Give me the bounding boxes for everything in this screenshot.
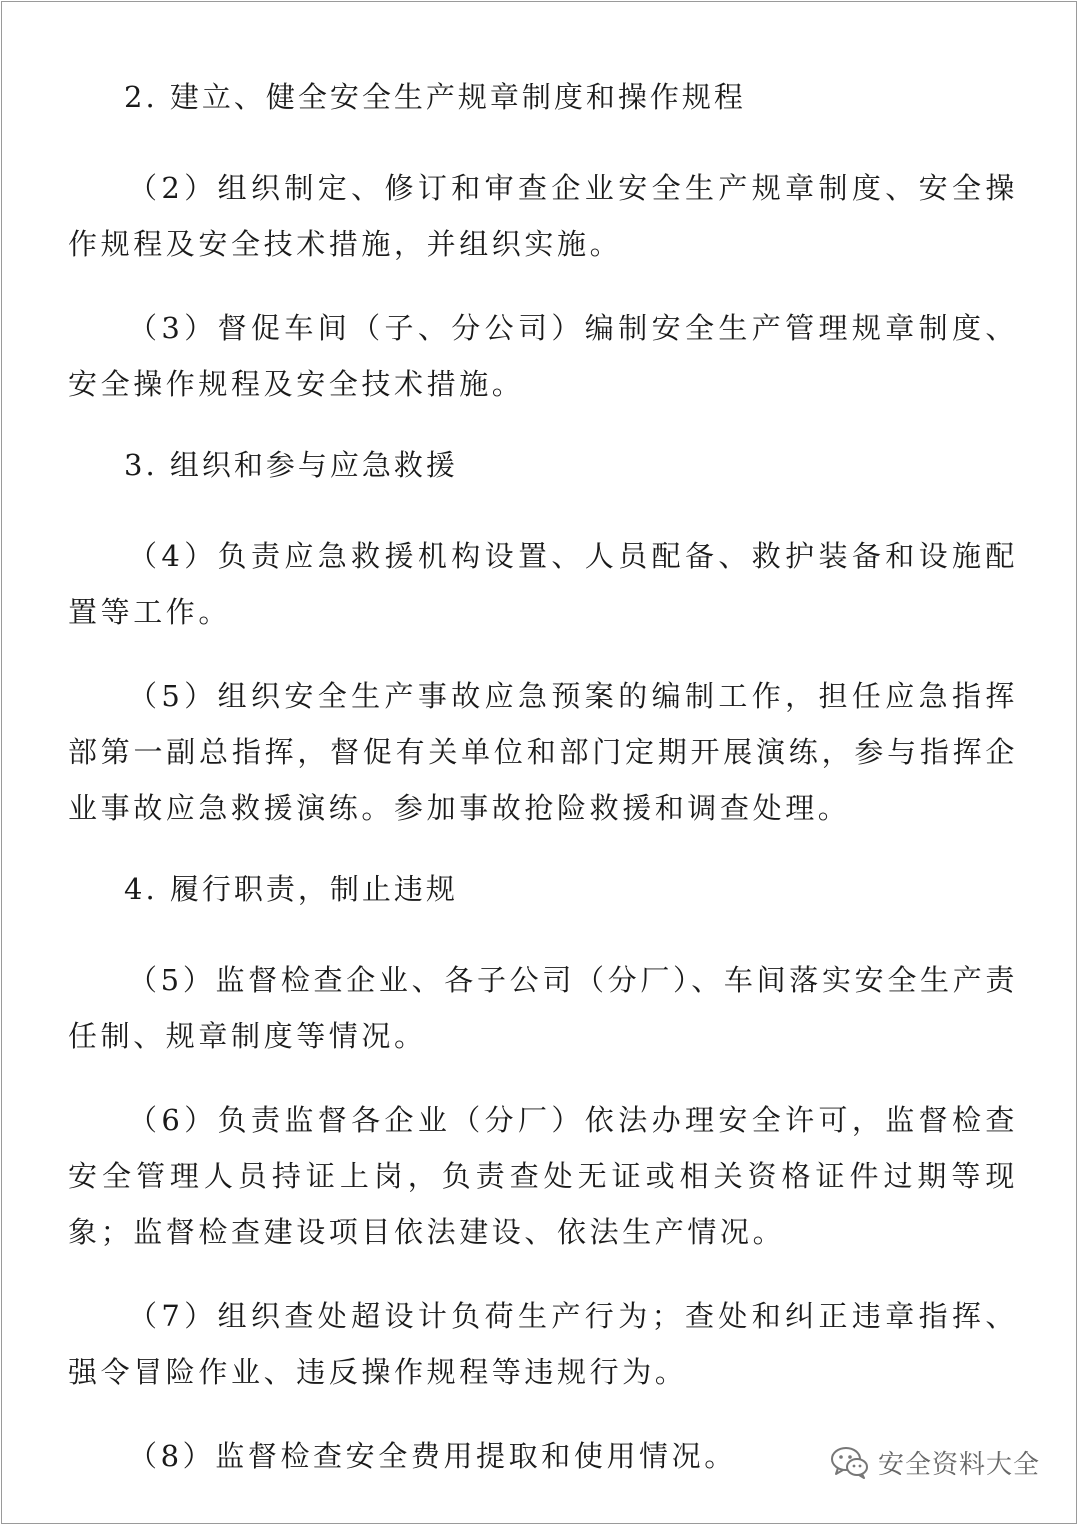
list-item: （2）组织制定、修订和审查企业安全生产规章制度、安全操作规程及安全技术措施，并组织实施。: [68, 171, 1018, 261]
list-item: （8）监督检查安全费用提取和使用情况。: [128, 1439, 737, 1473]
list-item: （6）负责监督各企业（分厂）依法办理安全许可，监督检查安全管理人员持证上岗，负责查处无证或相关资格证件过期等现象；监督检查建设项目依法建设、依法生产情况。: [68, 1103, 1018, 1249]
section-heading: 2. 建立、健全安全生产规章制度和操作规程: [124, 80, 746, 114]
list-item: （7）组织查处超设计负荷生产行为；查处和纠正违章指挥、强令冒险作业、违反操作规程等违规行为。: [68, 1299, 1018, 1389]
list-item: （4）负责应急救援机构设置、人员配备、救护装备和设施配置等工作。: [68, 539, 1018, 629]
watermark-text: 安全资料大全: [877, 1449, 1040, 1480]
list-item: （5）监督检查企业、各子公司（分厂）、车间落实安全生产责任制、规章制度等情况。: [68, 963, 1018, 1053]
section-heading: 4. 履行职责，制止违规: [124, 872, 458, 906]
list-item: （3）督促车间（子、分公司）编制安全生产管理规章制度、安全操作规程及安全技术措施。: [68, 311, 1018, 401]
wechat-icon: [830, 1445, 870, 1479]
list-item: （5）组织安全生产事故应急预案的编制工作，担任应急指挥部第一副总指挥，督促有关单位和部门定期开展演练，参与指挥企业事故应急救援演练。参加事故抢险救援和调查处理。: [68, 679, 1018, 825]
watermark: [830, 1440, 1040, 1484]
section-heading: 3. 组织和参与应急救援: [124, 448, 458, 482]
document-body: [68, 72, 1018, 1512]
